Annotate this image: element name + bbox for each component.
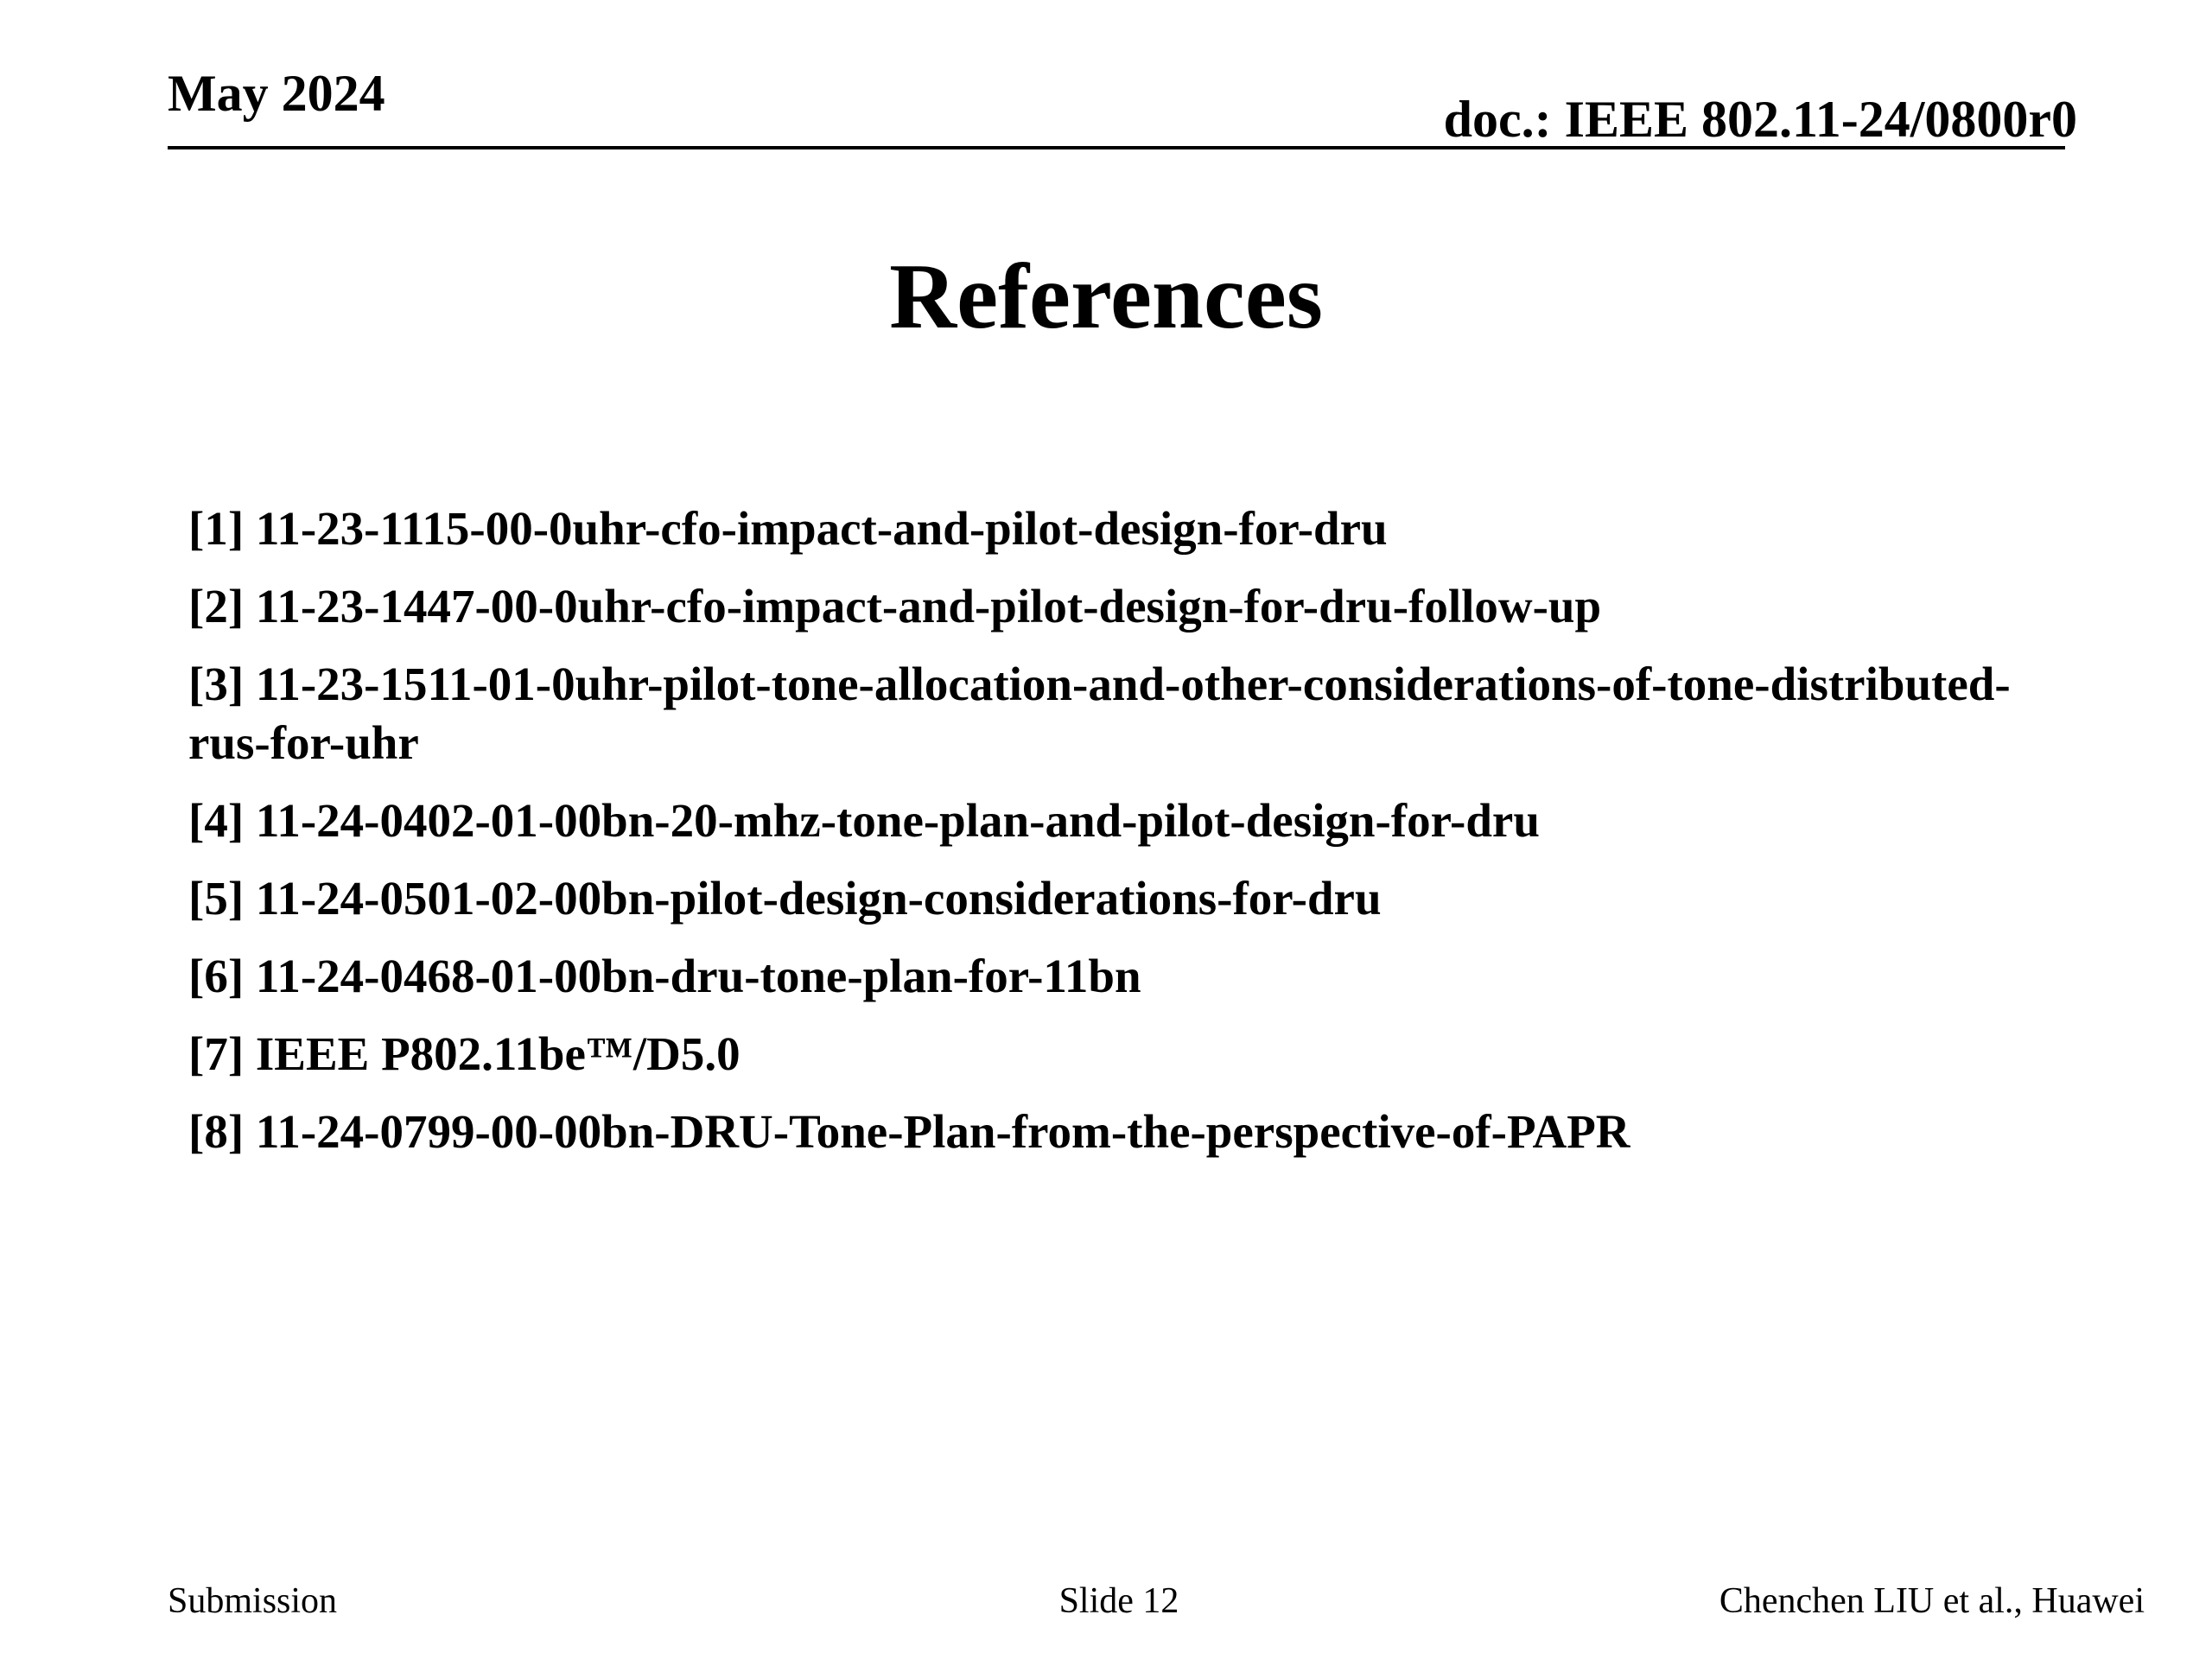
slide-title: References <box>889 245 1323 348</box>
reference-item-2: [2] 11-23-1447-00-0uhr-cfo-impact-and-pilot-design-for-dru-follow-up <box>188 580 1602 632</box>
header-date: May 2024 <box>168 65 385 122</box>
reference-item-8: [8] 11-24-0799-00-00bn-DRU-Tone-Plan-from-the-perspective-of-PAPR <box>188 1105 1630 1158</box>
reference-item-7: [7] IEEE P802.11be™/D5.0 <box>188 1027 741 1080</box>
reference-item-5: [5] 11-24-0501-02-00bn-pilot-design-considerations-for-dru <box>188 872 1382 925</box>
reference-item-3: [3] 11-23-1511-01-0uhr-pilot-tone-allocation-and-other-considerations-of-tone-distributed-rus-for-uhr <box>188 658 2011 769</box>
reference-item-6: [6] 11-24-0468-01-00bn-dru-tone-plan-for-11bn <box>188 950 1141 1002</box>
header-divider <box>168 146 2065 149</box>
footer-submission: Submission <box>168 1581 338 1621</box>
header-document-id: doc.: IEEE 802.11-24/0800r0 <box>1443 91 2077 148</box>
footer-slide-number: Slide 12 <box>1058 1581 1179 1621</box>
reference-item-4: [4] 11-24-0402-01-00bn-20-mhz-tone-plan-and-pilot-design-for-dru <box>188 794 1540 847</box>
footer-author: Chenchen LIU et al., Huawei <box>1719 1581 2145 1621</box>
reference-item-1: [1] 11-23-1115-00-0uhr-cfo-impact-and-pilot-design-for-dru <box>188 502 1388 555</box>
reference-list <box>188 499 2037 1180</box>
